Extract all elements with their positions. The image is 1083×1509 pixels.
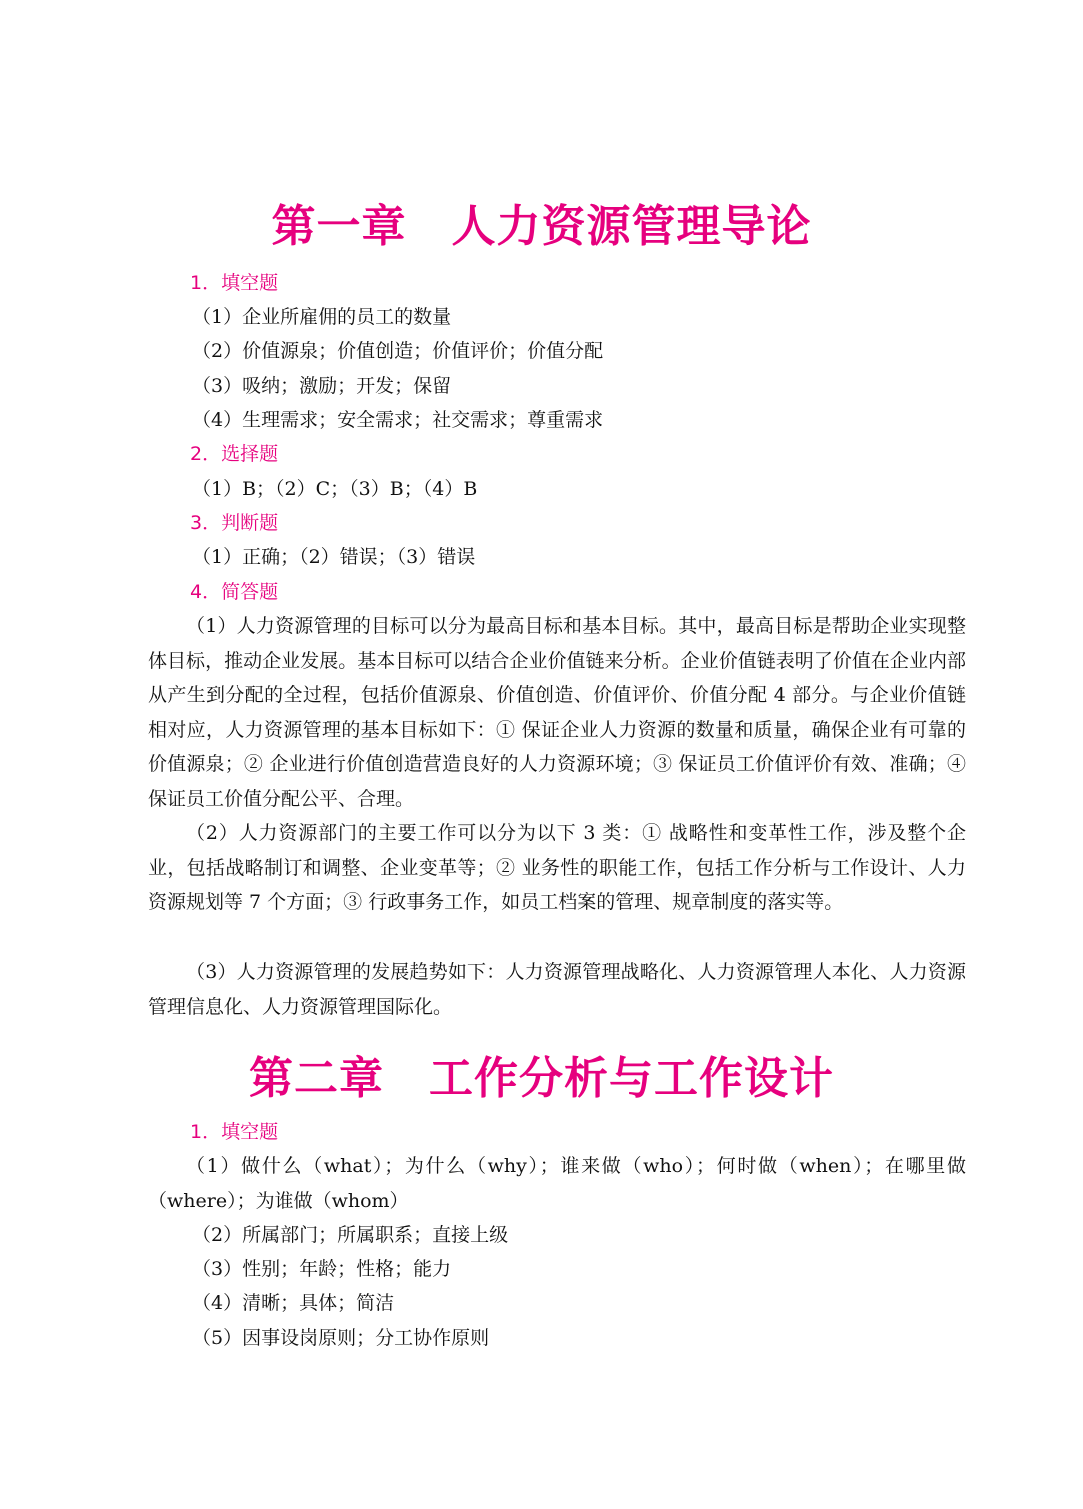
ch1-fill-in-item-2: （2）价值源泉；价值创造；价值评价；价值分配 <box>192 340 604 362</box>
ch1-short-answer-1: （1）人力资源管理的目标可以分为最高目标和基本目标。其中，最高目标是帮助企业实现整体目标，推动企业发展。基本目标可以结合企业价值链来分析。企业价值链表明了价值在企业内部从产生到分配的全过程，包括价值源泉、价值创造、价值评价、价值分配 4 部分。与企业价值链相对应，人力资源管理的基本目标如下：① 保证企业人力资源的数量和质量，确保企业有可靠的价值源泉；② 企业进行价值创造营造良好的人力资源环境；③ 保证员工价值评价有效、准确；④ 保证员工价值分配公平、合理。 <box>148 615 966 810</box>
ch1-fill-in-item-4: （4）生理需求；安全需求；社交需求；尊重需求 <box>192 409 604 431</box>
ch2-fill-in-item-4: （4）清晰；具体；简洁 <box>192 1292 395 1314</box>
ch2-fill-in-item-3: （3）性别；年龄；性格；能力 <box>192 1258 452 1280</box>
ch1-fill-in-heading: 1．填空题 <box>190 272 279 294</box>
ch1-choice-heading: 2．选择题 <box>190 443 279 465</box>
ch2-fill-in-item-1: （1）做什么（what）；为什么（why）；谁来做（who）；何时做（when）；在哪里做（where）；为谁做（whom） <box>148 1155 966 1212</box>
ch1-short-answer-2: （2）人力资源部门的主要工作可以分为以下 3 类：① 战略性和变革性工作，涉及整个企业，包括战略制订和调整、企业变革等；② 业务性的职能工作，包括工作分析与工作设计、人力资源规划等 7 个方面；③ 行政事务工作，如员工档案的管理、规章制度的落实等。 <box>148 822 966 914</box>
ch1-short-answer-heading: 4．简答题 <box>190 581 279 603</box>
ch2-fill-in-item-5: （5）因事设岗原则；分工协作原则 <box>192 1327 490 1349</box>
ch1-fill-in-item-3: （3）吸纳；激励；开发；保留 <box>192 375 452 397</box>
chapter-1-title: 第一章 人力资源管理导论 <box>271 201 812 252</box>
ch2-fill-in-heading: 1．填空题 <box>190 1121 279 1143</box>
ch1-judgment-heading: 3．判断题 <box>190 512 279 534</box>
ch2-fill-in-item-2: （2）所属部门；所属职系；直接上级 <box>192 1224 509 1246</box>
ch1-short-answer-3: （3）人力资源管理的发展趋势如下：人力资源管理战略化、人力资源管理人本化、人力资源管理信息化、人力资源管理国际化。 <box>148 961 966 1018</box>
chapter-2-title: 第二章 工作分析与工作设计 <box>249 1053 834 1104</box>
ch1-judgment-answers: （1）正确；（2）错误；（3）错误 <box>192 546 476 568</box>
ch1-choice-answers: （1）B；（2）C；（3）B；（4）B <box>192 478 478 500</box>
ch1-fill-in-item-1: （1）企业所雇佣的员工的数量 <box>192 306 452 328</box>
